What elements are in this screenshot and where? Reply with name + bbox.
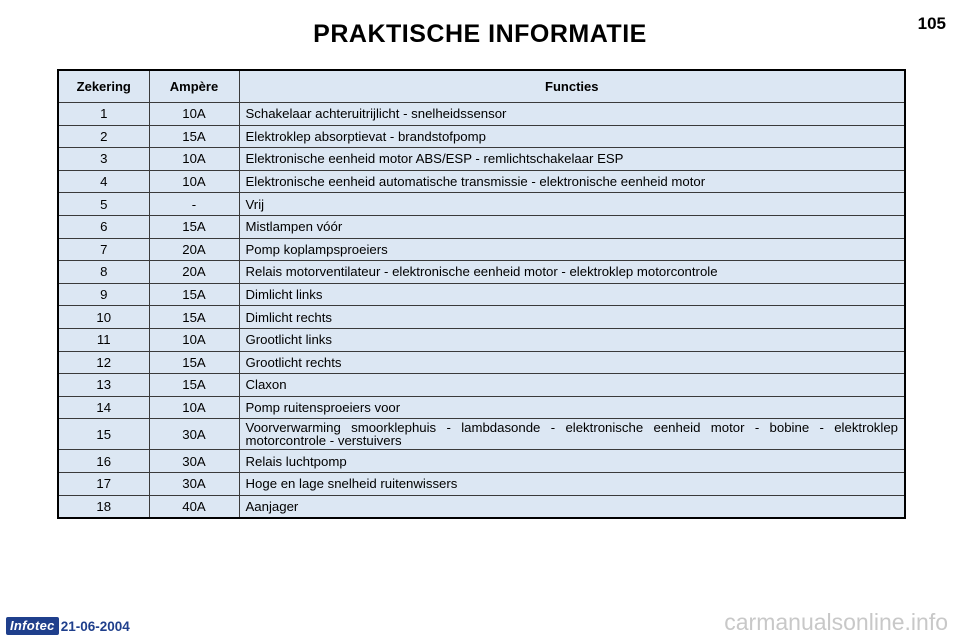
- fuse-number: 3: [58, 148, 149, 171]
- fuse-table: [57, 69, 906, 519]
- fuse-function: Pomp ruitensproeiers voor: [239, 396, 905, 419]
- table-row: [58, 283, 905, 306]
- table-row: [58, 328, 905, 351]
- fuse-number: 15: [58, 419, 149, 450]
- table-row: [58, 261, 905, 284]
- fuse-function: Hoge en lage snelheid ruitenwissers: [239, 472, 905, 495]
- fuse-amperage: 10A: [149, 396, 239, 419]
- table-row: [58, 193, 905, 216]
- fuse-function: Schakelaar achteruitrijlicht - snelheidssensor: [239, 103, 905, 126]
- fuse-number: 5: [58, 193, 149, 216]
- watermark: carmanualsonline.info: [724, 609, 948, 635]
- fuse-amperage: 15A: [149, 306, 239, 329]
- fuse-number: 1: [58, 103, 149, 126]
- fuse-number: 7: [58, 238, 149, 261]
- fuse-function: Mistlampen vóór: [239, 215, 905, 238]
- page-title: PRAKTISCHE INFORMATIE: [313, 20, 647, 48]
- fuse-function: Relais luchtpomp: [239, 450, 905, 473]
- fuse-function: Dimlicht links: [239, 283, 905, 306]
- table-row: [58, 170, 905, 193]
- fuse-amperage: 20A: [149, 238, 239, 261]
- fuse-function: Elektroklep absorptievat - brandstofpomp: [239, 125, 905, 148]
- header-amp: Ampère: [149, 70, 239, 103]
- fuse-amperage: 10A: [149, 103, 239, 126]
- fuse-function: Grootlicht rechts: [239, 351, 905, 374]
- fuse-amperage: 20A: [149, 261, 239, 284]
- fuse-function: Pomp koplampsproeiers: [239, 238, 905, 261]
- fuse-number: 2: [58, 125, 149, 148]
- fuse-amperage: 15A: [149, 351, 239, 374]
- fuse-function: Dimlicht rechts: [239, 306, 905, 329]
- fuse-amperage: 15A: [149, 283, 239, 306]
- table-header-row: [58, 70, 905, 103]
- fuse-number: 13: [58, 374, 149, 397]
- fuse-number: 9: [58, 283, 149, 306]
- fuse-amperage: 10A: [149, 148, 239, 171]
- fuse-number: 8: [58, 261, 149, 284]
- infotec-logo: Infotec: [6, 617, 59, 635]
- fuse-function: Grootlicht links: [239, 328, 905, 351]
- footer: [6, 617, 130, 635]
- fuse-function: Elektronische eenheid automatische transmissie - elektronische eenheid motor: [239, 170, 905, 193]
- fuse-amperage: 40A: [149, 495, 239, 518]
- fuse-amperage: 15A: [149, 125, 239, 148]
- fuse-number: 10: [58, 306, 149, 329]
- fuse-number: 17: [58, 472, 149, 495]
- table-row: [58, 419, 905, 450]
- fuse-amperage: 15A: [149, 374, 239, 397]
- table-row: [58, 450, 905, 473]
- fuse-number: 12: [58, 351, 149, 374]
- fuse-function: Voorverwarming smoorklephuis - lambdasonde - elektronische eenheid motor - bobine - elektroklep motorcontrole - verstuivers: [239, 419, 905, 450]
- fuse-function: Aanjager: [239, 495, 905, 518]
- table-row: [58, 125, 905, 148]
- header-fuse: Zekering: [58, 70, 149, 103]
- fuse-amperage: 30A: [149, 419, 239, 450]
- table-row: [58, 351, 905, 374]
- fuse-function: Vrij: [239, 193, 905, 216]
- fuse-function: Elektronische eenheid motor ABS/ESP - remlichtschakelaar ESP: [239, 148, 905, 171]
- fuse-number: 14: [58, 396, 149, 419]
- table-row: [58, 472, 905, 495]
- fuse-number: 18: [58, 495, 149, 518]
- fuse-amperage: 10A: [149, 328, 239, 351]
- fuse-function: Relais motorventilateur - elektronische eenheid motor - elektroklep motorcontrole: [239, 261, 905, 284]
- fuse-number: 16: [58, 450, 149, 473]
- fuse-amperage: 15A: [149, 215, 239, 238]
- fuse-number: 4: [58, 170, 149, 193]
- page-number: 105: [917, 14, 946, 33]
- fuse-amperage: 10A: [149, 170, 239, 193]
- fuse-function: Claxon: [239, 374, 905, 397]
- fuse-amperage: 30A: [149, 472, 239, 495]
- fuse-amperage: -: [149, 193, 239, 216]
- fuse-number: 6: [58, 215, 149, 238]
- table-row: [58, 238, 905, 261]
- table-row: [58, 396, 905, 419]
- table-row: [58, 306, 905, 329]
- table-row: [58, 148, 905, 171]
- table-row: [58, 215, 905, 238]
- footer-date: 21-06-2004: [60, 618, 130, 634]
- fuse-amperage: 30A: [149, 450, 239, 473]
- table-row: [58, 103, 905, 126]
- fuse-number: 11: [58, 328, 149, 351]
- header-functions: Functies: [239, 70, 905, 103]
- table-row: [58, 374, 905, 397]
- table-row: [58, 495, 905, 518]
